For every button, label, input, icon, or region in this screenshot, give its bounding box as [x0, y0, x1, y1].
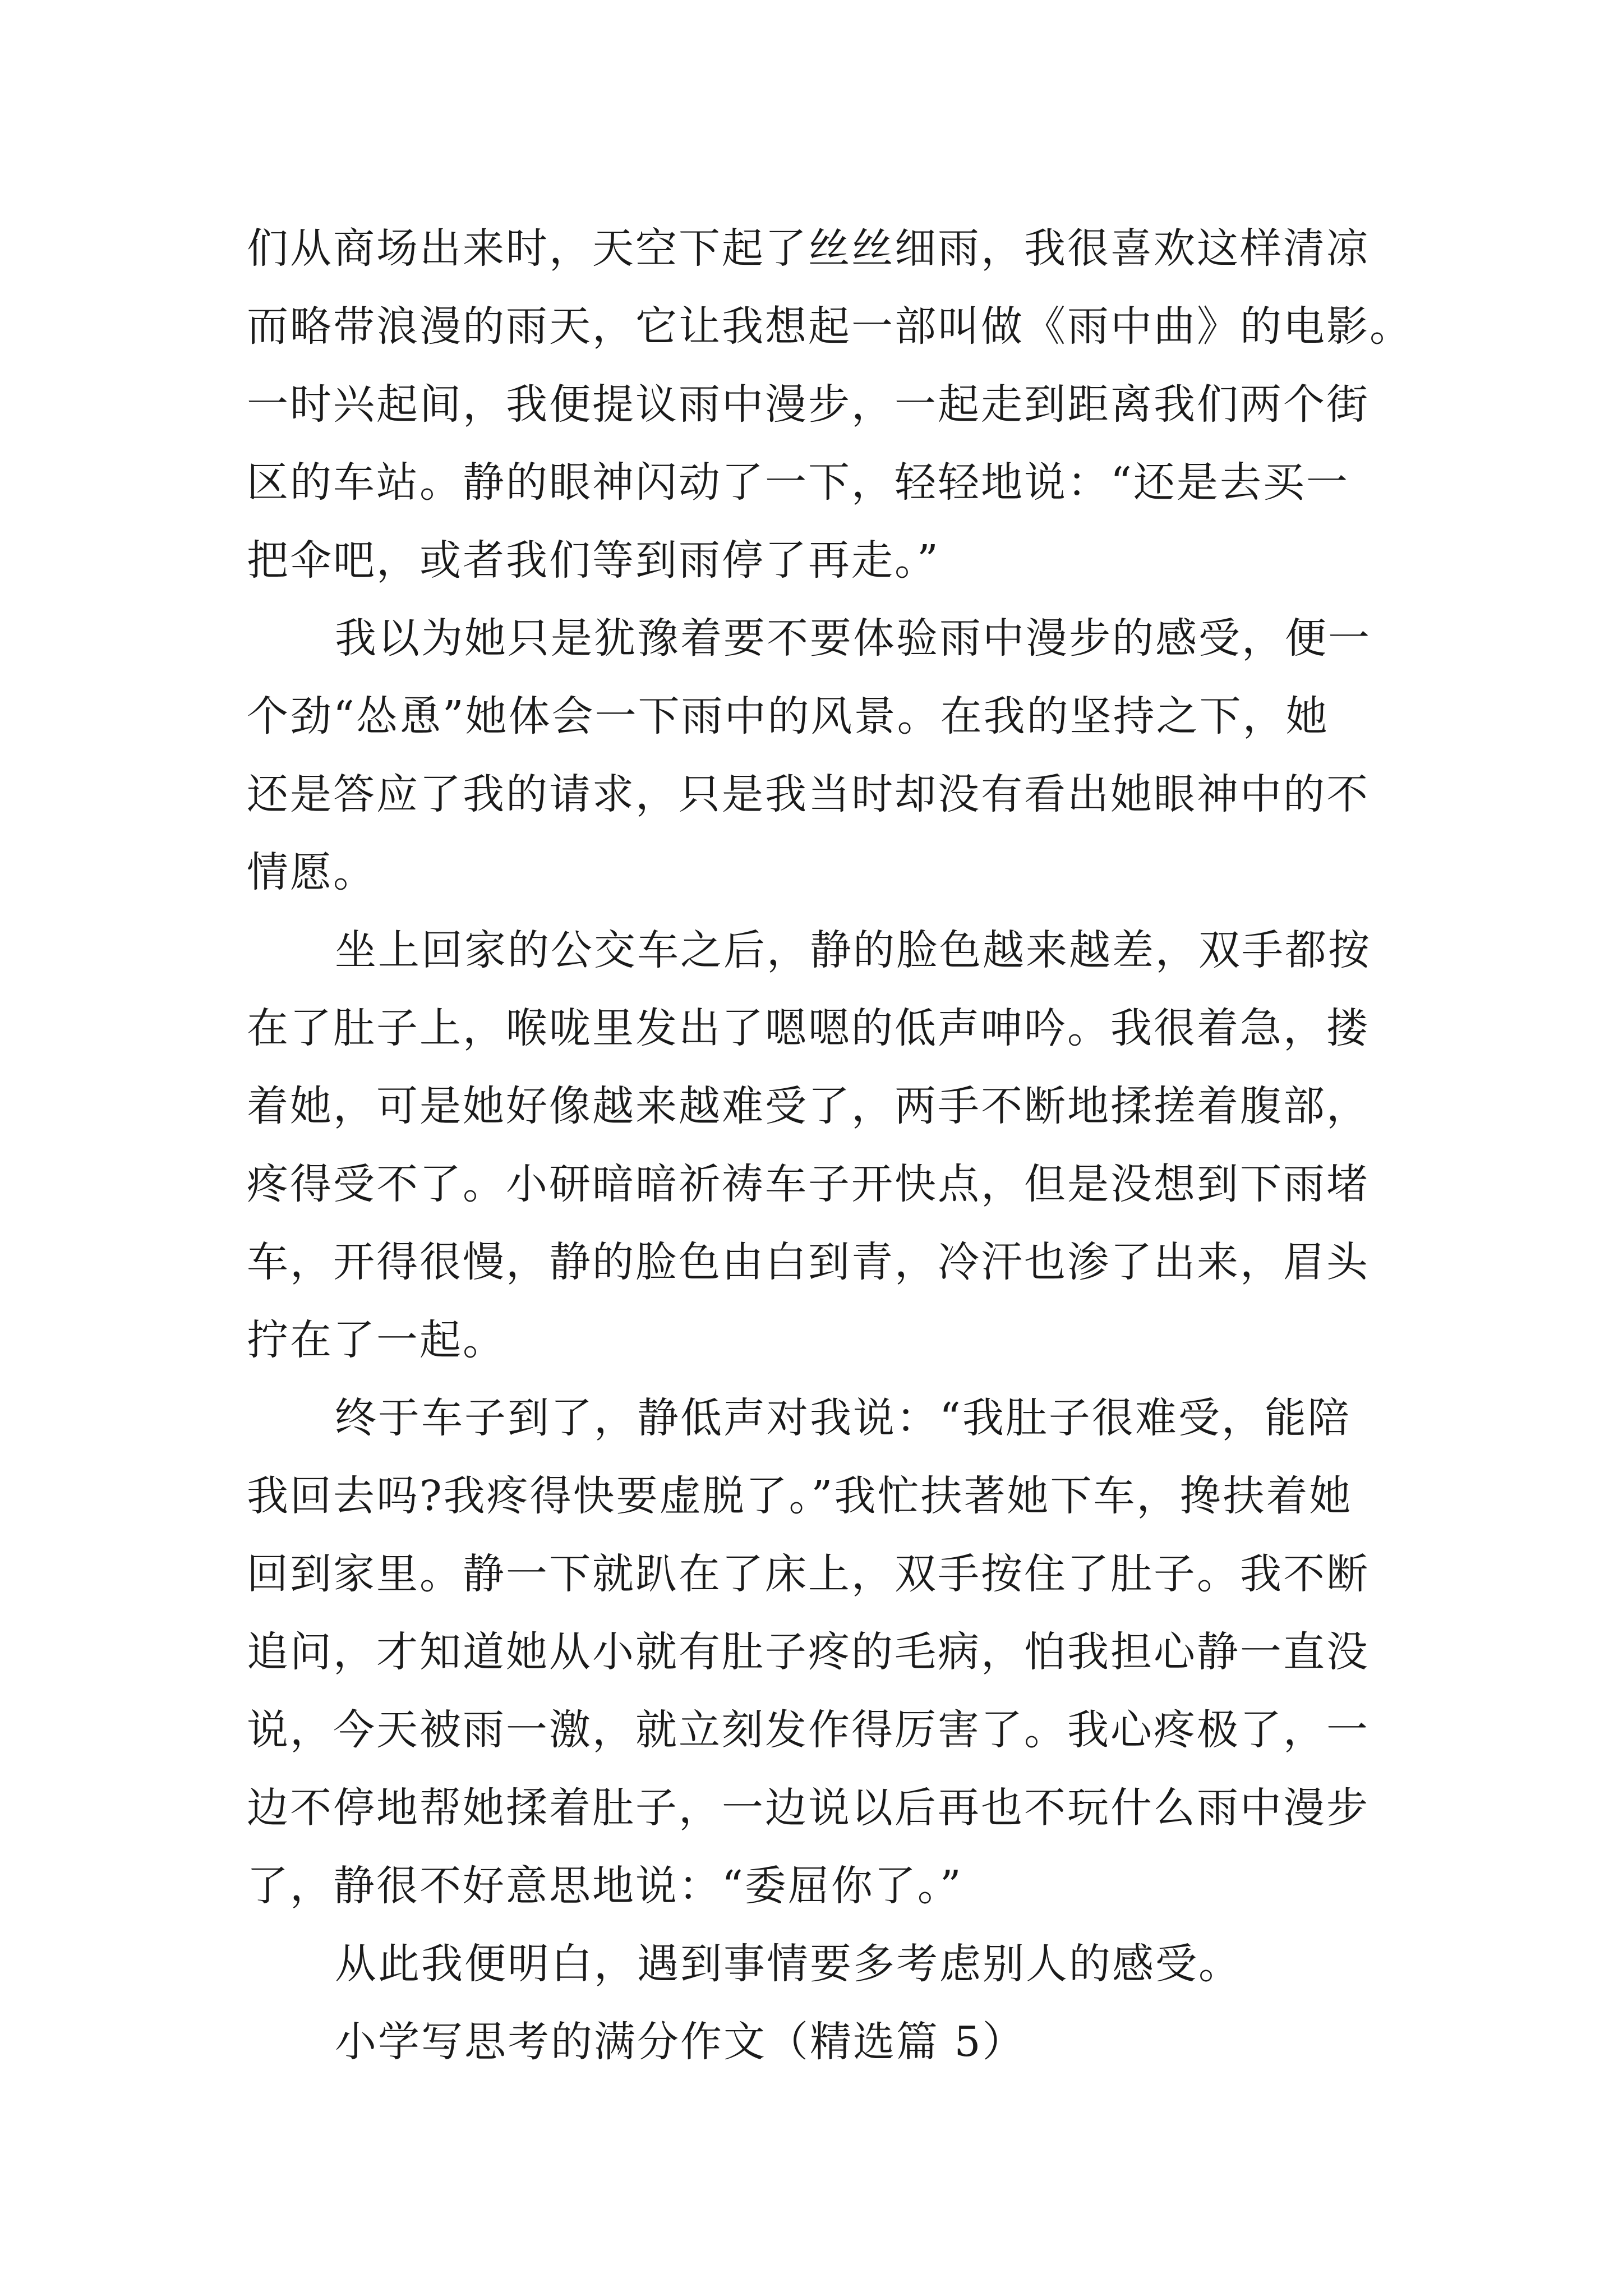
text-line-9: 情愿。 — [247, 848, 376, 896]
text-line-1: 们从商场出来时，天空下起了丝丝细雨，我很喜欢这样清凉 — [247, 224, 1370, 273]
text-line-16: 终于车子到了，静低声对我说：“我肚子很难受，能陪 — [335, 1394, 1351, 1442]
text-line-19: 追问，才知道她从小就有肚子疼的毛病，怕我担心静一直没 — [247, 1628, 1370, 1676]
text-line-15: 拧在了一起。 — [247, 1316, 506, 1364]
section-heading: 小学写思考的满分作文（精选篇 5） — [335, 2018, 1026, 2066]
text-line-8: 还是答应了我的请求，只是我当时却没有看出她眼神中的不 — [247, 770, 1370, 818]
text-line-6: 我以为她只是犹豫着要不要体验雨中漫步的感受，便一 — [335, 614, 1371, 662]
text-line-10: 坐上回家的公交车之后，静的脸色越来越差，双手都按 — [335, 926, 1371, 974]
text-line-23: 从此我便明白，遇到事情要多考虑别人的感受。 — [335, 1940, 1242, 1988]
text-line-7: 个劲“怂恿”她体会一下雨中的风景。在我的坚持之下，她 — [247, 692, 1329, 740]
text-line-11: 在了肚子上，喉咙里发出了嗯嗯的低声呻吟。我很着急，搂 — [247, 1004, 1370, 1052]
text-line-3: 一时兴起间，我便提议雨中漫步，一起走到距离我们两个街 — [247, 380, 1370, 429]
text-line-12: 着她，可是她好像越来越难受了，两手不断地揉搓着腹部， — [247, 1082, 1370, 1130]
text-line-13: 疼得受不了。小研暗暗祈祷车子开快点，但是没想到下雨堵 — [247, 1160, 1370, 1208]
text-line-2: 而略带浪漫的雨天，它让我想起一部叫做《雨中曲》的电影。 — [247, 302, 1413, 351]
text-line-18: 回到家里。静一下就趴在了床上，双手按住了肚子。我不断 — [247, 1550, 1370, 1598]
text-line-17: 我回去吗?我疼得快要虚脱了。”我忙扶著她下车，搀扶着她 — [247, 1472, 1353, 1520]
text-line-5: 把伞吧，或者我们等到雨停了再走。” — [247, 536, 940, 585]
text-line-20: 说，今天被雨一激，就立刻发作得厉害了。我心疼极了，一 — [247, 1706, 1370, 1754]
text-line-21: 边不停地帮她揉着肚子，一边说以后再也不玩什么雨中漫步 — [247, 1784, 1370, 1832]
text-line-4: 区的车站。静的眼神闪动了一下，轻轻地说：“还是去买一 — [247, 458, 1349, 507]
text-line-14: 车，开得很慢，静的脸色由白到青，冷汗也渗了出来，眉头 — [247, 1238, 1370, 1286]
text-line-22: 了，静很不好意思地说：“委屈你了。” — [247, 1862, 963, 1910]
